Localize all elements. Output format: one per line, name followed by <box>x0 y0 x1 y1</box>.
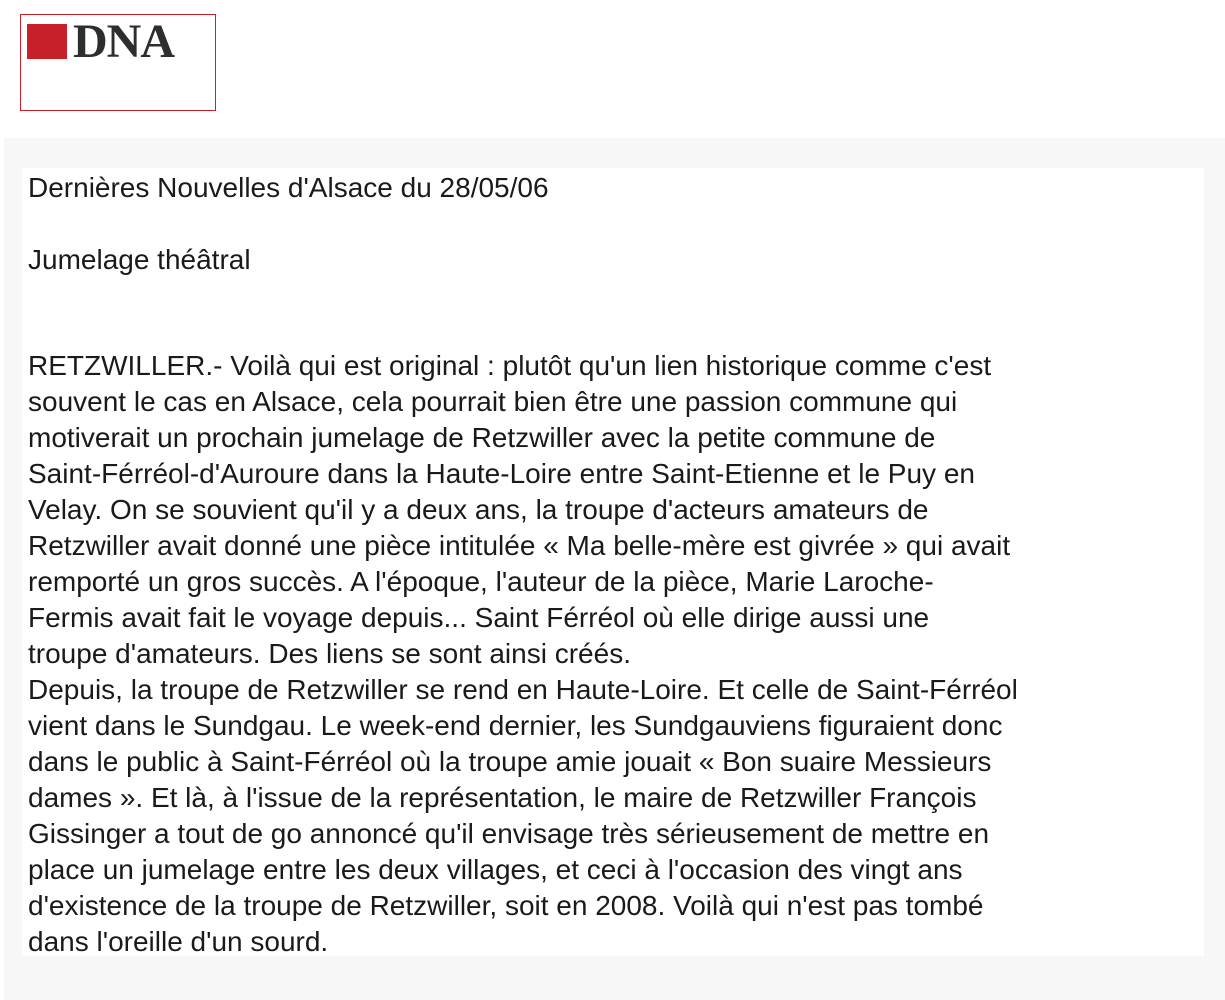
article-line: place un jumelage entre les deux villages, et ceci à l'occasion des vingt ans <box>28 854 963 885</box>
article-line: dames ». Et là, à l'issue de la représentation, le maire de Retzwiller François <box>28 782 977 813</box>
article-line: Fermis avait fait le voyage depuis... Saint Férréol où elle dirige aussi une <box>28 602 930 633</box>
article-line: Depuis, la troupe de Retzwiller se rend en Haute-Loire. Et celle de Saint-Férréol <box>28 674 1018 705</box>
article-line: dans le public à Saint-Férréol où la troupe amie jouait « Bon suaire Messieurs <box>28 746 992 777</box>
article-line: troupe d'amateurs. Des liens se sont ainsi créés. <box>28 638 631 669</box>
article-line: Velay. On se souvient qu'il y a deux ans, la troupe d'acteurs amateurs de <box>28 494 929 525</box>
article-line: motiverait un prochain jumelage de Retzwiller avec la petite commune de <box>28 422 936 453</box>
article-line: Retzwiller avait donné une pièce intitulée « Ma belle-mère est givrée » qui avait <box>28 530 1011 561</box>
article-body <box>28 348 1213 960</box>
article-line: Gissinger a tout de go annoncé qu'il envisage très sérieusement de mettre en <box>28 818 990 849</box>
article-line: dans l'oreille d'un sourd. <box>28 926 329 957</box>
article-line: souvent le cas en Alsace, cela pourrait bien être une passion commune qui <box>28 386 958 417</box>
article-line: remporté un gros succès. A l'époque, l'auteur de la pièce, Marie Laroche- <box>28 566 934 597</box>
logo-red-square <box>27 24 67 59</box>
article-line: Saint-Férréol-d'Auroure dans la Haute-Loire entre Saint-Etienne et le Puy en <box>28 458 975 489</box>
article-title: Jumelage théâtral <box>28 244 251 275</box>
article-line: d'existence de la troupe de Retzwiller, soit en 2008. Voilà qui n'est pas tombé <box>28 890 984 921</box>
dna-logo <box>20 14 216 111</box>
article-line: vient dans le Sundgau. Le week-end dernier, les Sundgauviens figuraient donc <box>28 710 1003 741</box>
article-source: Dernières Nouvelles d'Alsace du 28/05/06 <box>28 172 549 203</box>
article-line: RETZWILLER.- Voilà qui est original : plutôt qu'un lien historique comme c'est <box>28 350 992 381</box>
logo-text: DNA <box>73 15 174 68</box>
